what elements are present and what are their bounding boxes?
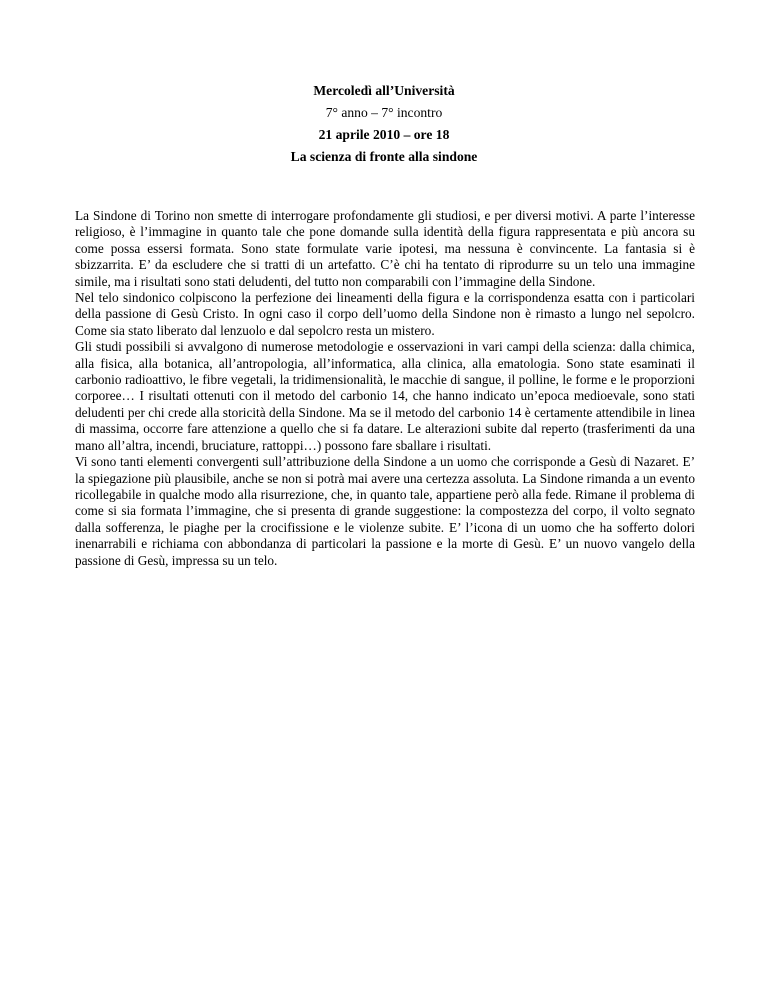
document-header	[0, 80, 768, 168]
paragraph-3: Gli studi possibili si avvalgono di numerose metodologie e osservazioni in vari campi della scienza: dalla chimica, alla fisica, alla botanica, all’antropologia, all’informatica, alla clinica, alla ematologia. Sono state esaminati il carbonio radioattivo, le fibre vegetali, la tridimensionalità, le macchie di sangue, il polline, le forme e le proporzioni corporee… I risultati ottenuti con il metodo del carbonio 14, che hanno indicato un’epoca medioevale, sono stati deludenti per chi crede alla storicità della Sindone. Ma se il metodo del carbonio 14 è certamente attendibile in linea di massima, occorre fare attenzione a quello che si fa datare. Le alterazioni subite dal reperto (trasferimenti da una mano all’altra, incendi, bruciature, rattoppi…) possono fare sballare i risultati.	[75, 339, 695, 453]
event-edition: 7° anno – 7° incontro	[325, 105, 443, 120]
event-title: Mercoledì all’Università	[313, 83, 455, 98]
document-body	[75, 208, 695, 569]
paragraph-1: La Sindone di Torino non smette di interrogare profondamente gli studiosi, e per diversi motivi. A parte l’interesse religioso, è l’immagine in quanto tale che pone domande sulla identità della figura rappresentata e più ancora su come possa essersi formata. Sono state formulate varie ipotesi, ma nessuna è convincente. La fantasia si è sbizzarrita. E’ da escludere che si tratti di un artefatto. C’è chi ha tentato di riprodurre su un telo una immagine simile, ma i risultati sono stati deludenti, del tutto non comparabili con l’immagine della Sindone.	[75, 208, 695, 289]
paragraph-4: Vi sono tanti elementi convergenti sull’attribuzione della Sindone a un uomo che corrisponde a Gesù di Nazaret. E’ la spiegazione più plausibile, anche se non si potrà mai avere una certezza assoluta. La Sindone rimanda a un evento ricollegabile in qualche modo alla risurrezione, che, in quanto tale, appartiene però alla fede. Rimane il problema di come si sia formata l’immagine, che si presenta di grande suggestione: la compostezza del corpo, il volto segnato dalla sofferenza, le piaghe per la crocifissione e le violenze subite. E’ l’icona di un uomo che ha sofferto dolori inenarrabili e richiama con abbondanza di particolari la passione e la morte di Gesù. E’ un nuovo vangelo della passione di Gesù, impressa su un telo.	[75, 454, 695, 568]
event-date-time: 21 aprile 2010 – ore 18	[318, 127, 450, 142]
event-topic: La scienza di fronte alla sindone	[290, 149, 478, 164]
paragraph-2: Nel telo sindonico colpiscono la perfezione dei lineamenti della figura e la corrispondenza esatta con i particolari della passione di Gesù Cristo. In ogni caso il corpo dell’uomo della Sindone non è rimasto a lungo nel sepolcro. Come sia stato liberato dal lenzuolo e dal sepolcro resta un mistero.	[75, 290, 695, 338]
